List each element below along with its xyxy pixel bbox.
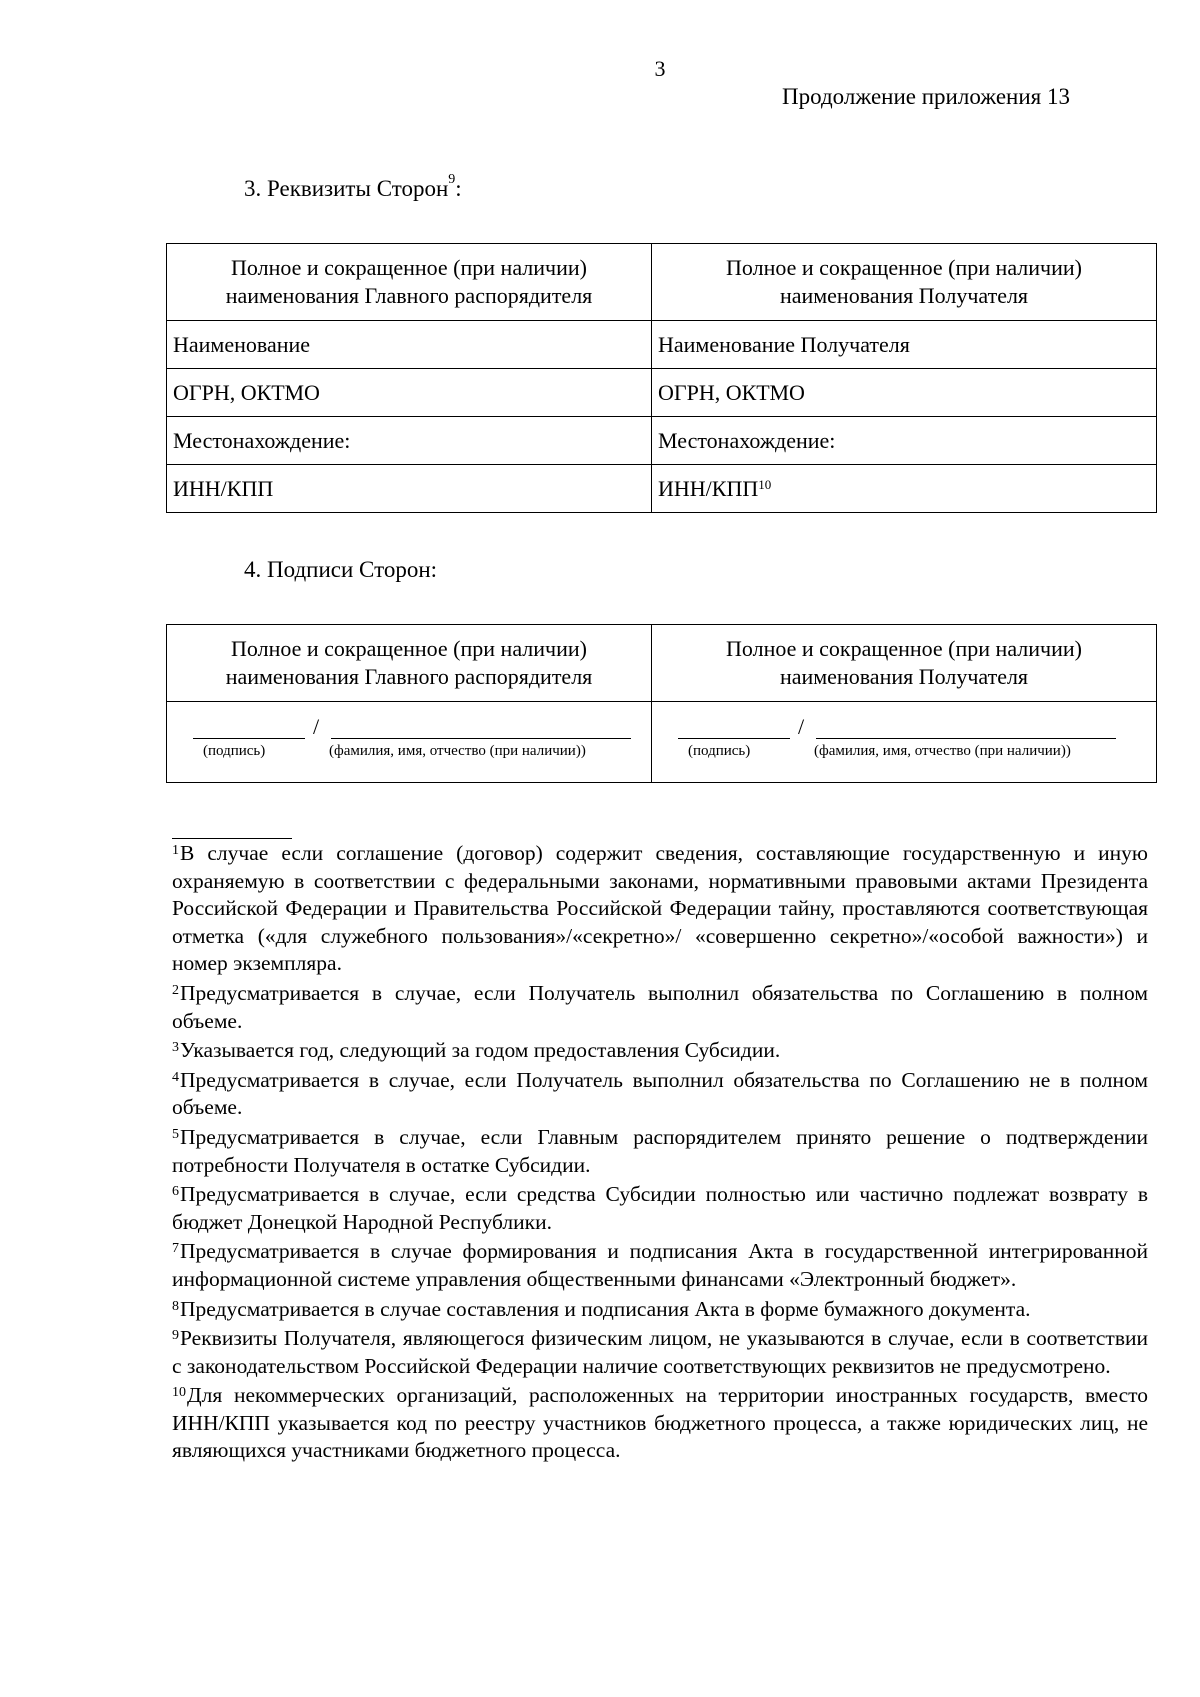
footnote-text: В случае если соглашение (договор) содержит сведения, составляющие государственную и иную охраняемую в соответствии с федеральными законами, нормативными правовыми актами Президента Российской Федерации и Правительства Российской Федерации тайну, проставляются соответствующая отметка («для служебного пользования»/«секретно»/ «совершенно секретно»/«особой важности») и номер экземпляра. [172, 841, 1148, 976]
table-row [167, 417, 1157, 465]
section-3-suffix: : [455, 176, 462, 201]
cell-text: ОГРН, ОКТМО [658, 379, 805, 405]
footnote-text: Предусматривается в случае, если Главным распорядителем принято решение о подтверждении потребности Получателя в остатке Субсидии. [172, 1124, 1148, 1177]
table-header-row [167, 625, 1157, 702]
footnote-number: 2 [172, 982, 179, 998]
table-cell [652, 417, 1157, 465]
footnote-number: 9 [172, 1328, 179, 1344]
footnote-text: Предусматривается в случае формирования и подписания Акта в государственной интегрированной информационной системе управления общественными финансами «Электронный бюджет». [172, 1239, 1148, 1291]
page-number: 3 [654, 56, 666, 81]
signature-line[interactable] [193, 738, 305, 739]
header-cell-main-manager: Полное и сокращенное (при наличии) наименования Главного распорядителя [167, 244, 652, 321]
section-4-heading: 4. Подписи Сторон: [244, 557, 438, 582]
footnote-number: 3 [172, 1040, 179, 1056]
footnote-text: Указывается год, следующий за годом предоставления Субсидии. [180, 1038, 781, 1063]
footnote-text: Для некоммерческих организаций, расположенных на территории иностранных государств, вместо ИНН/КПП указывается код по реестру участников бюджетного процесса, а также юридических лиц, не являющихся участниками бюджетного процесса. [172, 1383, 1148, 1463]
footnotes [172, 840, 1148, 1467]
header-cell-main-manager: Полное и сокращенное (при наличии) наименования Главного распорядителя [167, 625, 652, 702]
header-cell-recipient: Полное и сокращенное (при наличии) наименования Получателя [652, 625, 1157, 702]
table-cell: Наименование [167, 321, 652, 369]
appendix-continuation: Продолжение приложения 13 [782, 84, 1070, 109]
footnote-2 [172, 980, 1148, 1035]
full-name-caption: (фамилия, имя, отчество (при наличии)) [814, 743, 1071, 759]
full-name-caption: (фамилия, имя, отчество (при наличии)) [329, 743, 586, 759]
table-row [167, 321, 1157, 369]
signature-slash: / [798, 714, 805, 739]
cell-text: ИНН/КПП [658, 475, 759, 501]
footnote-text: Предусматривается в случае, если средства Субсидии полностью или частично подлежат возврату в бюджет Донецкой Народной Республики. [172, 1182, 1148, 1234]
footnote-text: Предусматривается в случае, если Получатель выполнил обязательства по Соглашению не в полном объеме. [172, 1067, 1148, 1120]
signature-line[interactable] [678, 738, 790, 739]
footnote-5 [172, 1124, 1148, 1179]
table-cell: ИНН/КПП [167, 465, 652, 513]
footnote-text: Предусматривается в случае составления и подписания Акта в форме бумажного документа. [180, 1296, 1031, 1321]
footnote-7 [172, 1238, 1148, 1293]
footnote-number: 10 [172, 1385, 186, 1401]
full-name-line[interactable] [816, 738, 1116, 739]
signature-slash: / [313, 714, 320, 739]
table-cell: ОГРН, ОКТМО [167, 369, 652, 417]
signature-cell-recipient [652, 702, 1157, 783]
table-header-row [167, 244, 1157, 321]
header-cell-recipient: Полное и сокращенное (при наличии) наименования Получателя [652, 244, 1157, 321]
table-cell: Местонахождение: [167, 417, 652, 465]
footnote-ref-10: 10 [758, 476, 772, 492]
section-3-heading [244, 172, 462, 202]
footnote-number: 5 [172, 1126, 179, 1142]
signature-caption: (подпись) [203, 743, 266, 759]
footnote-ref-9: 9 [448, 172, 456, 187]
table-cell [652, 465, 1157, 513]
footnote-number: 7 [172, 1241, 179, 1257]
footnote-8 [172, 1296, 1148, 1324]
footnote-10 [172, 1382, 1148, 1465]
requisites-table [166, 243, 1157, 513]
signature-row [167, 702, 1157, 783]
footnote-number: 6 [172, 1184, 179, 1200]
footnote-number: 1 [172, 843, 179, 858]
table-row [167, 465, 1157, 513]
footnote-number: 8 [172, 1298, 179, 1314]
footnote-6 [172, 1181, 1148, 1236]
full-name-line[interactable] [331, 738, 631, 739]
signature-cell-main-manager [167, 702, 652, 783]
signatures-table [166, 624, 1157, 783]
footnote-3 [172, 1037, 1148, 1065]
footnote-text: Предусматривается в случае, если Получатель выполнил обязательства по Соглашению в полном объеме. [172, 980, 1148, 1033]
cell-text: Наименование Получателя [658, 331, 910, 357]
footnote-separator [172, 838, 292, 839]
footnote-4 [172, 1067, 1148, 1122]
table-row [167, 369, 1157, 417]
footnote-1 [172, 840, 1148, 978]
footnote-9 [172, 1325, 1148, 1380]
footnote-number: 4 [172, 1069, 179, 1085]
table-cell [652, 369, 1157, 417]
footnote-text: Реквизиты Получателя, являющегося физическим лицом, не указываются в случае, если в соответствии с законодательством Российской Федерации наличие соответствующих реквизитов не предусмотрено. [172, 1326, 1148, 1378]
cell-text: Местонахождение: [658, 427, 836, 453]
section-3-title: 3. Реквизиты Сторон [244, 176, 449, 201]
signature-caption: (подпись) [688, 743, 751, 759]
table-cell [652, 321, 1157, 369]
